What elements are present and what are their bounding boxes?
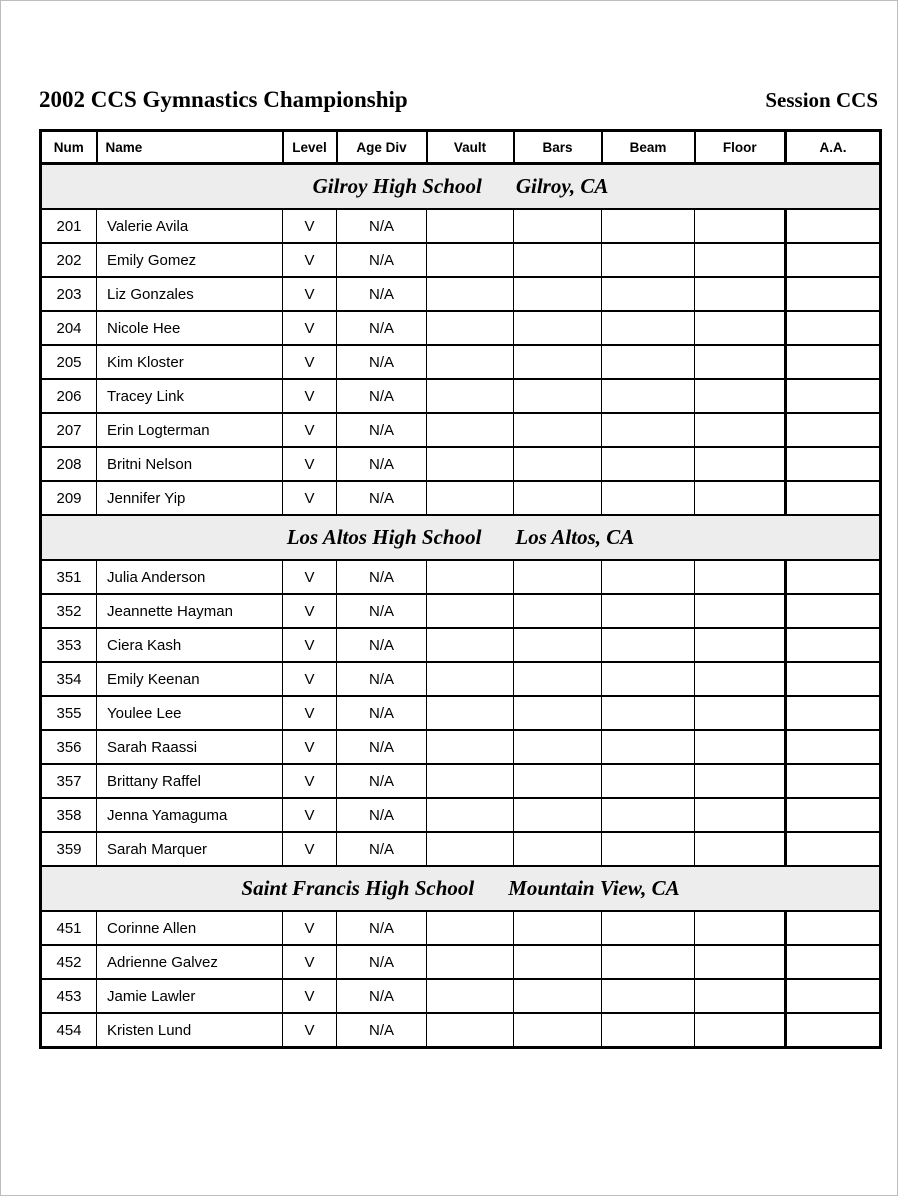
cell-vault <box>427 560 514 594</box>
cell-vault <box>427 696 514 730</box>
cell-beam <box>602 311 695 345</box>
cell-num: 452 <box>41 945 97 979</box>
cell-floor <box>695 730 786 764</box>
cell-bars <box>514 696 602 730</box>
cell-vault <box>427 209 514 243</box>
cell-age_div: N/A <box>337 696 427 730</box>
cell-name: Emily Gomez <box>97 243 283 277</box>
cell-beam <box>602 696 695 730</box>
cell-num: 208 <box>41 447 97 481</box>
cell-aa <box>786 979 881 1013</box>
cell-floor <box>695 764 786 798</box>
cell-vault <box>427 911 514 945</box>
cell-level: V <box>283 594 337 628</box>
roster-row <box>41 277 881 311</box>
cell-bars <box>514 560 602 594</box>
cell-bars <box>514 832 602 866</box>
cell-age_div: N/A <box>337 764 427 798</box>
cell-num: 453 <box>41 979 97 1013</box>
cell-level: V <box>283 243 337 277</box>
roster-row <box>41 447 881 481</box>
cell-aa <box>786 379 881 413</box>
cell-bars <box>514 628 602 662</box>
roster-row <box>41 764 881 798</box>
cell-num: 358 <box>41 798 97 832</box>
cell-num: 207 <box>41 413 97 447</box>
cell-bars <box>514 594 602 628</box>
cell-age_div: N/A <box>337 447 427 481</box>
cell-level: V <box>283 764 337 798</box>
cell-num: 354 <box>41 662 97 696</box>
cell-vault <box>427 764 514 798</box>
cell-num: 359 <box>41 832 97 866</box>
cell-name: Tracey Link <box>97 379 283 413</box>
document-header <box>39 87 878 113</box>
cell-aa <box>786 345 881 379</box>
cell-bars <box>514 209 602 243</box>
roster-row <box>41 911 881 945</box>
cell-aa <box>786 628 881 662</box>
cell-floor <box>695 560 786 594</box>
cell-aa <box>786 209 881 243</box>
cell-num: 351 <box>41 560 97 594</box>
cell-floor <box>695 798 786 832</box>
cell-bars <box>514 243 602 277</box>
cell-num: 201 <box>41 209 97 243</box>
cell-vault <box>427 730 514 764</box>
cell-bars <box>514 345 602 379</box>
cell-name: Sarah Marquer <box>97 832 283 866</box>
cell-beam <box>602 979 695 1013</box>
cell-floor <box>695 481 786 515</box>
cell-name: Julia Anderson <box>97 560 283 594</box>
cell-num: 356 <box>41 730 97 764</box>
school-name: Los Altos High School <box>286 525 482 549</box>
cell-vault <box>427 413 514 447</box>
cell-beam <box>602 481 695 515</box>
cell-age_div: N/A <box>337 379 427 413</box>
cell-beam <box>602 560 695 594</box>
cell-num: 205 <box>41 345 97 379</box>
school-name: Gilroy High School <box>312 174 482 198</box>
cell-level: V <box>283 798 337 832</box>
cell-aa <box>786 696 881 730</box>
cell-aa <box>786 798 881 832</box>
cell-bars <box>514 730 602 764</box>
cell-name: Ciera Kash <box>97 628 283 662</box>
cell-beam <box>602 945 695 979</box>
cell-level: V <box>283 481 337 515</box>
column-header-floor: Floor <box>695 131 786 164</box>
cell-level: V <box>283 345 337 379</box>
cell-name: Jamie Lawler <box>97 979 283 1013</box>
cell-age_div: N/A <box>337 979 427 1013</box>
section-header-row <box>41 866 881 911</box>
cell-name: Liz Gonzales <box>97 277 283 311</box>
cell-aa <box>786 945 881 979</box>
cell-name: Youlee Lee <box>97 696 283 730</box>
cell-level: V <box>283 209 337 243</box>
cell-floor <box>695 594 786 628</box>
cell-age_div: N/A <box>337 311 427 345</box>
roster-row <box>41 243 881 277</box>
roster-row <box>41 832 881 866</box>
roster-row <box>41 730 881 764</box>
cell-vault <box>427 481 514 515</box>
cell-floor <box>695 1013 786 1048</box>
roster-row <box>41 379 881 413</box>
cell-age_div: N/A <box>337 911 427 945</box>
cell-level: V <box>283 447 337 481</box>
cell-beam <box>602 447 695 481</box>
cell-vault <box>427 311 514 345</box>
cell-vault <box>427 277 514 311</box>
cell-aa <box>786 832 881 866</box>
cell-floor <box>695 311 786 345</box>
cell-name: Britni Nelson <box>97 447 283 481</box>
cell-floor <box>695 945 786 979</box>
cell-age_div: N/A <box>337 243 427 277</box>
cell-beam <box>602 1013 695 1048</box>
cell-aa <box>786 594 881 628</box>
cell-bars <box>514 311 602 345</box>
roster-row <box>41 209 881 243</box>
cell-num: 202 <box>41 243 97 277</box>
cell-aa <box>786 243 881 277</box>
roster-row <box>41 628 881 662</box>
cell-vault <box>427 1013 514 1048</box>
roster-row <box>41 481 881 515</box>
school-location: Los Altos, CA <box>515 525 635 549</box>
cell-beam <box>602 413 695 447</box>
cell-beam <box>602 764 695 798</box>
cell-level: V <box>283 277 337 311</box>
cell-aa <box>786 481 881 515</box>
section-header-row <box>41 515 881 560</box>
cell-vault <box>427 345 514 379</box>
cell-aa <box>786 730 881 764</box>
cell-vault <box>427 798 514 832</box>
cell-level: V <box>283 696 337 730</box>
cell-name: Emily Keenan <box>97 662 283 696</box>
cell-num: 451 <box>41 911 97 945</box>
cell-beam <box>602 243 695 277</box>
cell-bars <box>514 662 602 696</box>
cell-age_div: N/A <box>337 481 427 515</box>
column-header-aa: A.A. <box>786 131 881 164</box>
cell-name: Kim Kloster <box>97 345 283 379</box>
cell-bars <box>514 798 602 832</box>
school-name: Saint Francis High School <box>241 876 475 900</box>
cell-level: V <box>283 311 337 345</box>
cell-bars <box>514 1013 602 1048</box>
cell-beam <box>602 277 695 311</box>
cell-name: Jenna Yamaguma <box>97 798 283 832</box>
cell-num: 203 <box>41 277 97 311</box>
cell-age_div: N/A <box>337 798 427 832</box>
column-header-num: Num <box>41 131 97 164</box>
cell-beam <box>602 798 695 832</box>
roster-body <box>41 164 881 1048</box>
cell-bars <box>514 945 602 979</box>
cell-level: V <box>283 413 337 447</box>
cell-level: V <box>283 1013 337 1048</box>
cell-bars <box>514 481 602 515</box>
cell-aa <box>786 311 881 345</box>
cell-vault <box>427 945 514 979</box>
cell-vault <box>427 447 514 481</box>
column-header-level: Level <box>283 131 337 164</box>
cell-bars <box>514 413 602 447</box>
cell-vault <box>427 379 514 413</box>
cell-num: 355 <box>41 696 97 730</box>
cell-floor <box>695 277 786 311</box>
school-location: Gilroy, CA <box>515 174 609 198</box>
roster-row <box>41 594 881 628</box>
cell-num: 209 <box>41 481 97 515</box>
cell-beam <box>602 911 695 945</box>
cell-floor <box>695 379 786 413</box>
cell-name: Jeannette Hayman <box>97 594 283 628</box>
cell-aa <box>786 1013 881 1048</box>
cell-num: 206 <box>41 379 97 413</box>
cell-aa <box>786 764 881 798</box>
cell-num: 357 <box>41 764 97 798</box>
page-title: 2002 CCS Gymnastics Championship <box>39 87 408 112</box>
cell-beam <box>602 832 695 866</box>
cell-name: Nicole Hee <box>97 311 283 345</box>
roster-row <box>41 945 881 979</box>
roster-row <box>41 662 881 696</box>
cell-name: Adrienne Galvez <box>97 945 283 979</box>
cell-floor <box>695 209 786 243</box>
cell-beam <box>602 730 695 764</box>
cell-age_div: N/A <box>337 594 427 628</box>
cell-name: Jennifer Yip <box>97 481 283 515</box>
cell-age_div: N/A <box>337 413 427 447</box>
cell-num: 353 <box>41 628 97 662</box>
cell-aa <box>786 560 881 594</box>
cell-vault <box>427 832 514 866</box>
cell-aa <box>786 277 881 311</box>
cell-vault <box>427 979 514 1013</box>
cell-level: V <box>283 662 337 696</box>
cell-name: Brittany Raffel <box>97 764 283 798</box>
cell-age_div: N/A <box>337 277 427 311</box>
cell-name: Erin Logterman <box>97 413 283 447</box>
cell-beam <box>602 662 695 696</box>
cell-name: Sarah Raassi <box>97 730 283 764</box>
roster-table <box>39 129 882 1049</box>
cell-floor <box>695 832 786 866</box>
cell-floor <box>695 911 786 945</box>
cell-floor <box>695 447 786 481</box>
cell-num: 454 <box>41 1013 97 1048</box>
cell-beam <box>602 379 695 413</box>
column-header-vault: Vault <box>427 131 514 164</box>
cell-level: V <box>283 979 337 1013</box>
cell-aa <box>786 447 881 481</box>
cell-floor <box>695 979 786 1013</box>
cell-bars <box>514 379 602 413</box>
roster-row <box>41 696 881 730</box>
column-header-beam: Beam <box>602 131 695 164</box>
cell-age_div: N/A <box>337 628 427 662</box>
cell-level: V <box>283 730 337 764</box>
cell-floor <box>695 662 786 696</box>
cell-age_div: N/A <box>337 209 427 243</box>
cell-level: V <box>283 628 337 662</box>
cell-aa <box>786 413 881 447</box>
cell-bars <box>514 277 602 311</box>
table-header-row <box>41 131 881 164</box>
cell-name: Corinne Allen <box>97 911 283 945</box>
column-header-bars: Bars <box>514 131 602 164</box>
cell-vault <box>427 662 514 696</box>
cell-vault <box>427 243 514 277</box>
cell-bars <box>514 979 602 1013</box>
cell-num: 352 <box>41 594 97 628</box>
cell-bars <box>514 911 602 945</box>
cell-aa <box>786 662 881 696</box>
session-label: Session CCS <box>765 88 878 112</box>
cell-age_div: N/A <box>337 730 427 764</box>
cell-aa <box>786 911 881 945</box>
cell-floor <box>695 345 786 379</box>
cell-floor <box>695 628 786 662</box>
cell-vault <box>427 628 514 662</box>
cell-vault <box>427 594 514 628</box>
cell-name: Kristen Lund <box>97 1013 283 1048</box>
cell-floor <box>695 413 786 447</box>
cell-age_div: N/A <box>337 662 427 696</box>
cell-beam <box>602 345 695 379</box>
cell-beam <box>602 628 695 662</box>
roster-row <box>41 560 881 594</box>
cell-bars <box>514 764 602 798</box>
cell-age_div: N/A <box>337 345 427 379</box>
cell-level: V <box>283 832 337 866</box>
cell-beam <box>602 209 695 243</box>
roster-row <box>41 798 881 832</box>
cell-floor <box>695 243 786 277</box>
cell-level: V <box>283 911 337 945</box>
roster-row <box>41 413 881 447</box>
cell-level: V <box>283 945 337 979</box>
cell-age_div: N/A <box>337 832 427 866</box>
cell-level: V <box>283 560 337 594</box>
roster-row <box>41 311 881 345</box>
column-header-name: Name <box>97 131 283 164</box>
cell-name: Valerie Avila <box>97 209 283 243</box>
roster-row <box>41 1013 881 1048</box>
cell-age_div: N/A <box>337 945 427 979</box>
cell-floor <box>695 696 786 730</box>
cell-level: V <box>283 379 337 413</box>
roster-row <box>41 345 881 379</box>
cell-bars <box>514 447 602 481</box>
cell-age_div: N/A <box>337 560 427 594</box>
cell-age_div: N/A <box>337 1013 427 1048</box>
section-header-row <box>41 164 881 210</box>
column-header-agediv: Age Div <box>337 131 427 164</box>
school-location: Mountain View, CA <box>508 876 680 900</box>
roster-row <box>41 979 881 1013</box>
cell-beam <box>602 594 695 628</box>
cell-num: 204 <box>41 311 97 345</box>
